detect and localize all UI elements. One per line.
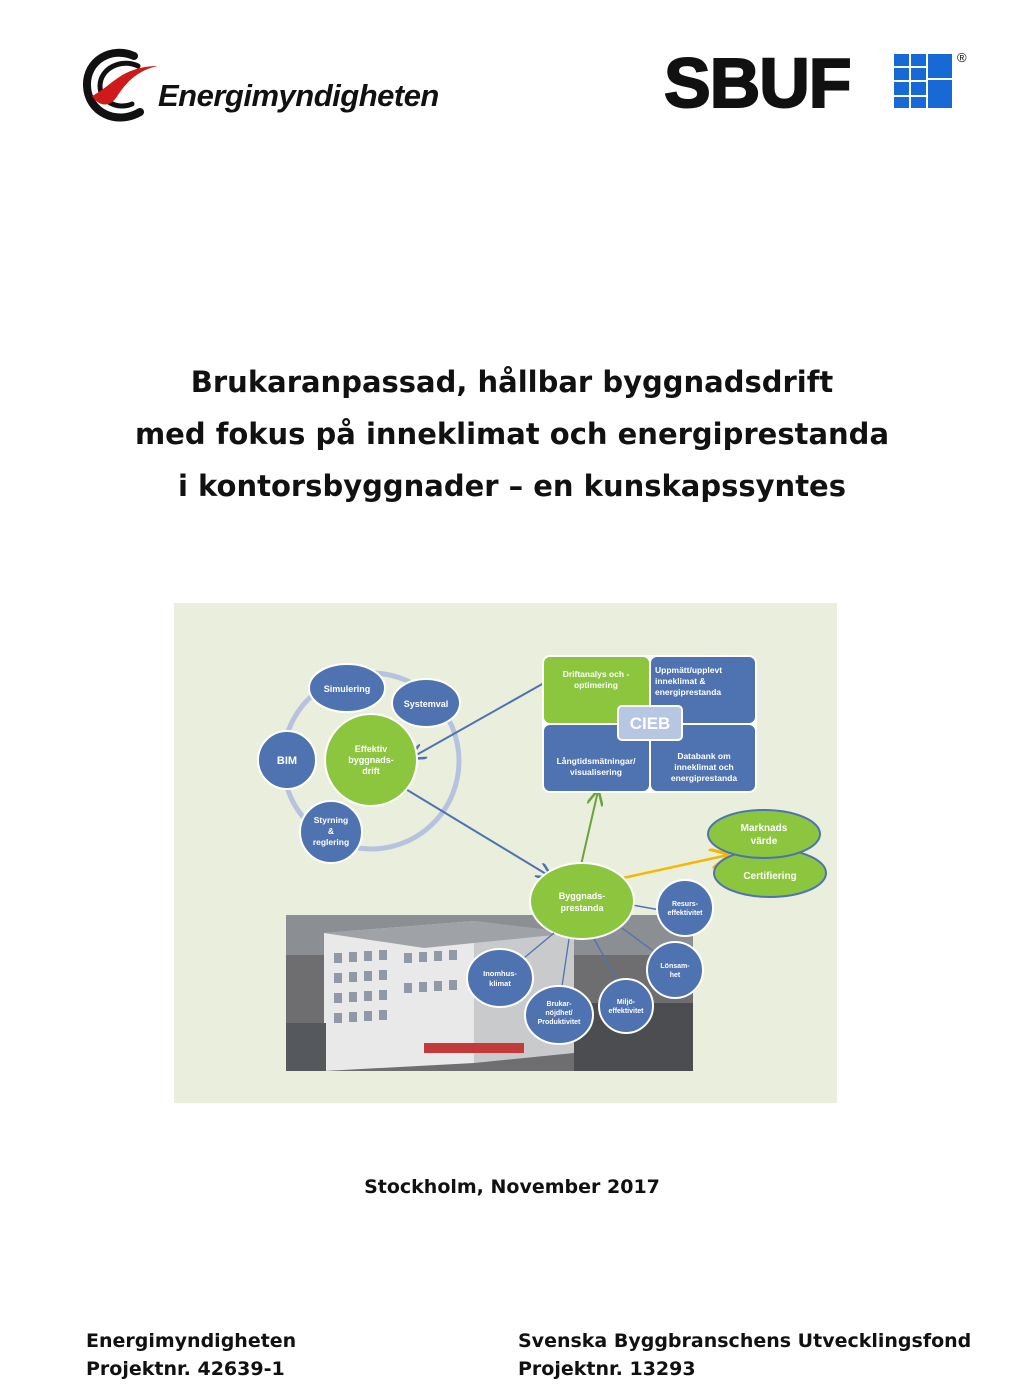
effektiv-drift-line2: byggnads- <box>348 755 394 765</box>
brukar-line2: nöjdhet/ <box>545 1010 573 1017</box>
footer-right-org: Svenska Byggbranschens Utvecklingsfond <box>518 1330 972 1352</box>
bubble-simulering <box>309 664 385 712</box>
energimyndigheten-logo <box>82 42 439 132</box>
sbuf-logo <box>664 44 974 122</box>
cieb-bottom-left-line2: visualisering <box>570 767 622 777</box>
resurs-line2: effektivitet <box>667 910 703 917</box>
cieb-top-right-line3: energiprestanda <box>655 687 722 697</box>
styrning-line3: reglering <box>312 837 350 847</box>
place-date: Stockholm, November 2017 <box>364 1176 660 1198</box>
cieb-bottom-right-line1: Databank om <box>677 751 731 761</box>
cieb-panel <box>542 655 757 793</box>
bubble-lonsamhet <box>647 942 703 998</box>
title-line-2: med fokus på inneklimat och energiprestanda <box>134 417 890 451</box>
lonsamhet-line1: Lönsam- <box>660 963 690 970</box>
cieb-bottom-left-line1: Långtidsmätningar/ <box>556 756 636 766</box>
cieb-bottom-right-line3: energiprestanda <box>670 773 738 783</box>
styrning-line1: Styrning <box>313 815 349 825</box>
title-line-1: Brukaranpassad, hållbar byggnadsdrift <box>190 365 834 399</box>
byggnadsprestanda-line2: prestanda <box>560 903 604 913</box>
footer-left-project: Projektnr. 42639-1 <box>86 1358 285 1380</box>
lonsamhet-line2: het <box>669 972 681 979</box>
simulering-label: Simulering <box>323 684 371 694</box>
effektiv-drift-line3: drift <box>362 766 380 776</box>
cieb-top-left-line1: Driftanalys och - <box>562 669 630 679</box>
footer-right-project: Projektnr. 13293 <box>518 1358 696 1380</box>
footer-right <box>518 1327 971 1383</box>
bubble-systemval <box>392 679 460 727</box>
byggnadsprestanda-line1: Byggnads- <box>558 891 606 901</box>
line-prestanda-to-resurs <box>632 905 660 910</box>
systemval-label: Systemval <box>403 699 449 709</box>
energimyndigheten-logo-text: Energimyndigheten <box>158 78 439 113</box>
sbuf-registered-mark: ® <box>957 50 967 65</box>
cieb-bottom-right-line2: inneklimat och <box>674 762 734 772</box>
concept-figure <box>174 603 837 1103</box>
bubble-marknadsvarde <box>708 810 820 858</box>
bim-label: BIM <box>276 755 298 767</box>
effektiv-drift-line1: Effektiv <box>354 744 388 754</box>
bubble-inomhusklimat <box>467 949 533 1007</box>
sbuf-logo-text: SBUF <box>664 44 851 122</box>
title-line-3: i kontorsbyggnader – en kunskapssyntes <box>177 469 846 503</box>
bubble-byggnadsprestanda <box>530 863 634 939</box>
bubble-resurseffektivitet <box>657 880 713 936</box>
footer-left-org: Energimyndigheten <box>86 1330 297 1352</box>
miljo-line2: effektivitet <box>608 1008 644 1015</box>
bubble-styrning <box>300 801 362 863</box>
marknadsvarde-line1: Marknads <box>740 823 788 834</box>
arrow-prestanda-to-cieb <box>581 791 598 865</box>
report-title <box>100 356 924 512</box>
resurs-line1: Resurs- <box>671 901 699 908</box>
inomhus-line1: Inomhus- <box>483 969 517 978</box>
cieb-top-right-line2: inneklimat & <box>655 676 706 686</box>
marknadsvarde-line2: värde <box>750 836 778 847</box>
styrning-line2: & <box>327 826 335 836</box>
bubble-miljoeffektivitet <box>599 979 653 1033</box>
inomhus-line2: klimat <box>489 979 511 988</box>
certifiering-label: Certifiering <box>743 871 797 882</box>
brukar-line3: Produktivitet <box>537 1019 581 1026</box>
cieb-top-left-line2: optimering <box>574 680 618 690</box>
miljo-line1: Miljö- <box>616 999 636 1006</box>
energimyndigheten-swoosh-logo-icon <box>82 46 162 128</box>
bubble-effektiv-drift <box>325 714 417 806</box>
bubble-brukarnojdhet <box>525 986 593 1044</box>
sbuf-window-grid-logo-icon <box>894 54 956 112</box>
cieb-top-right-line1: Uppmätt/upplevt <box>655 665 723 675</box>
arrow-prestanda-to-marknad <box>614 855 728 880</box>
bubble-bim <box>258 731 316 789</box>
concept-diagram <box>174 603 837 1103</box>
brukar-line1: Brukar- <box>546 1001 572 1008</box>
cieb-label: CIEB <box>629 714 671 733</box>
footer-left <box>86 1327 296 1383</box>
